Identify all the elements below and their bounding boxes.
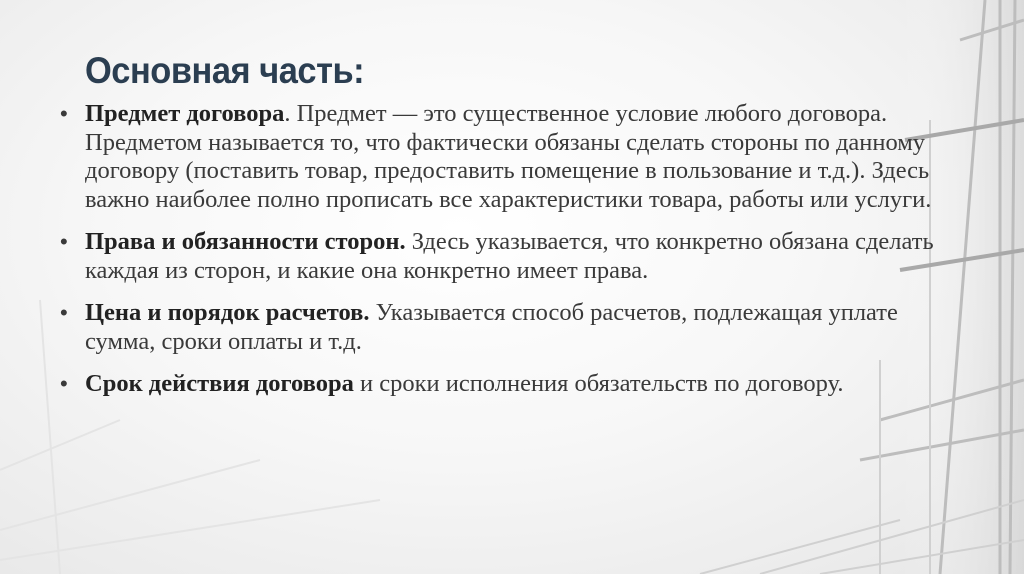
item-text: Указывается способ расчетов, подлежащая уплате сумма, сроки оплаты и т.д. xyxy=(85,299,898,355)
list-item xyxy=(60,370,960,399)
item-text: Здесь указывается, что конкретно обязана сделать каждая из сторон, и какие она конкретно имеет права. xyxy=(85,228,934,284)
list-item xyxy=(60,228,960,285)
list-item xyxy=(60,299,960,356)
bullet-icon: • xyxy=(60,101,68,126)
item-term: Предмет договора xyxy=(85,100,285,127)
item-text: . Предмет — это существенное условие любого договора. Предметом называется то, что фактически обязаны сделать стороны по данному договору (поставить товар, предоставить помещение в пользование и т.д.). Здесь важно наиболее полно прописать все характеристики товара, работы или услуги. xyxy=(85,100,932,213)
bullet-icon: • xyxy=(60,371,68,396)
item-term: Права и обязанности сторон. xyxy=(85,228,406,255)
slide-title: Основная часть: xyxy=(85,50,365,91)
list-item xyxy=(60,100,960,214)
item-text: и сроки исполнения обязательств по договору. xyxy=(353,370,844,397)
item-term: Цена и порядок расчетов. xyxy=(85,299,370,326)
bullet-list xyxy=(60,100,960,413)
bullet-icon: • xyxy=(60,300,68,325)
item-term: Срок действия договора xyxy=(85,370,354,397)
bullet-icon: • xyxy=(60,229,68,254)
